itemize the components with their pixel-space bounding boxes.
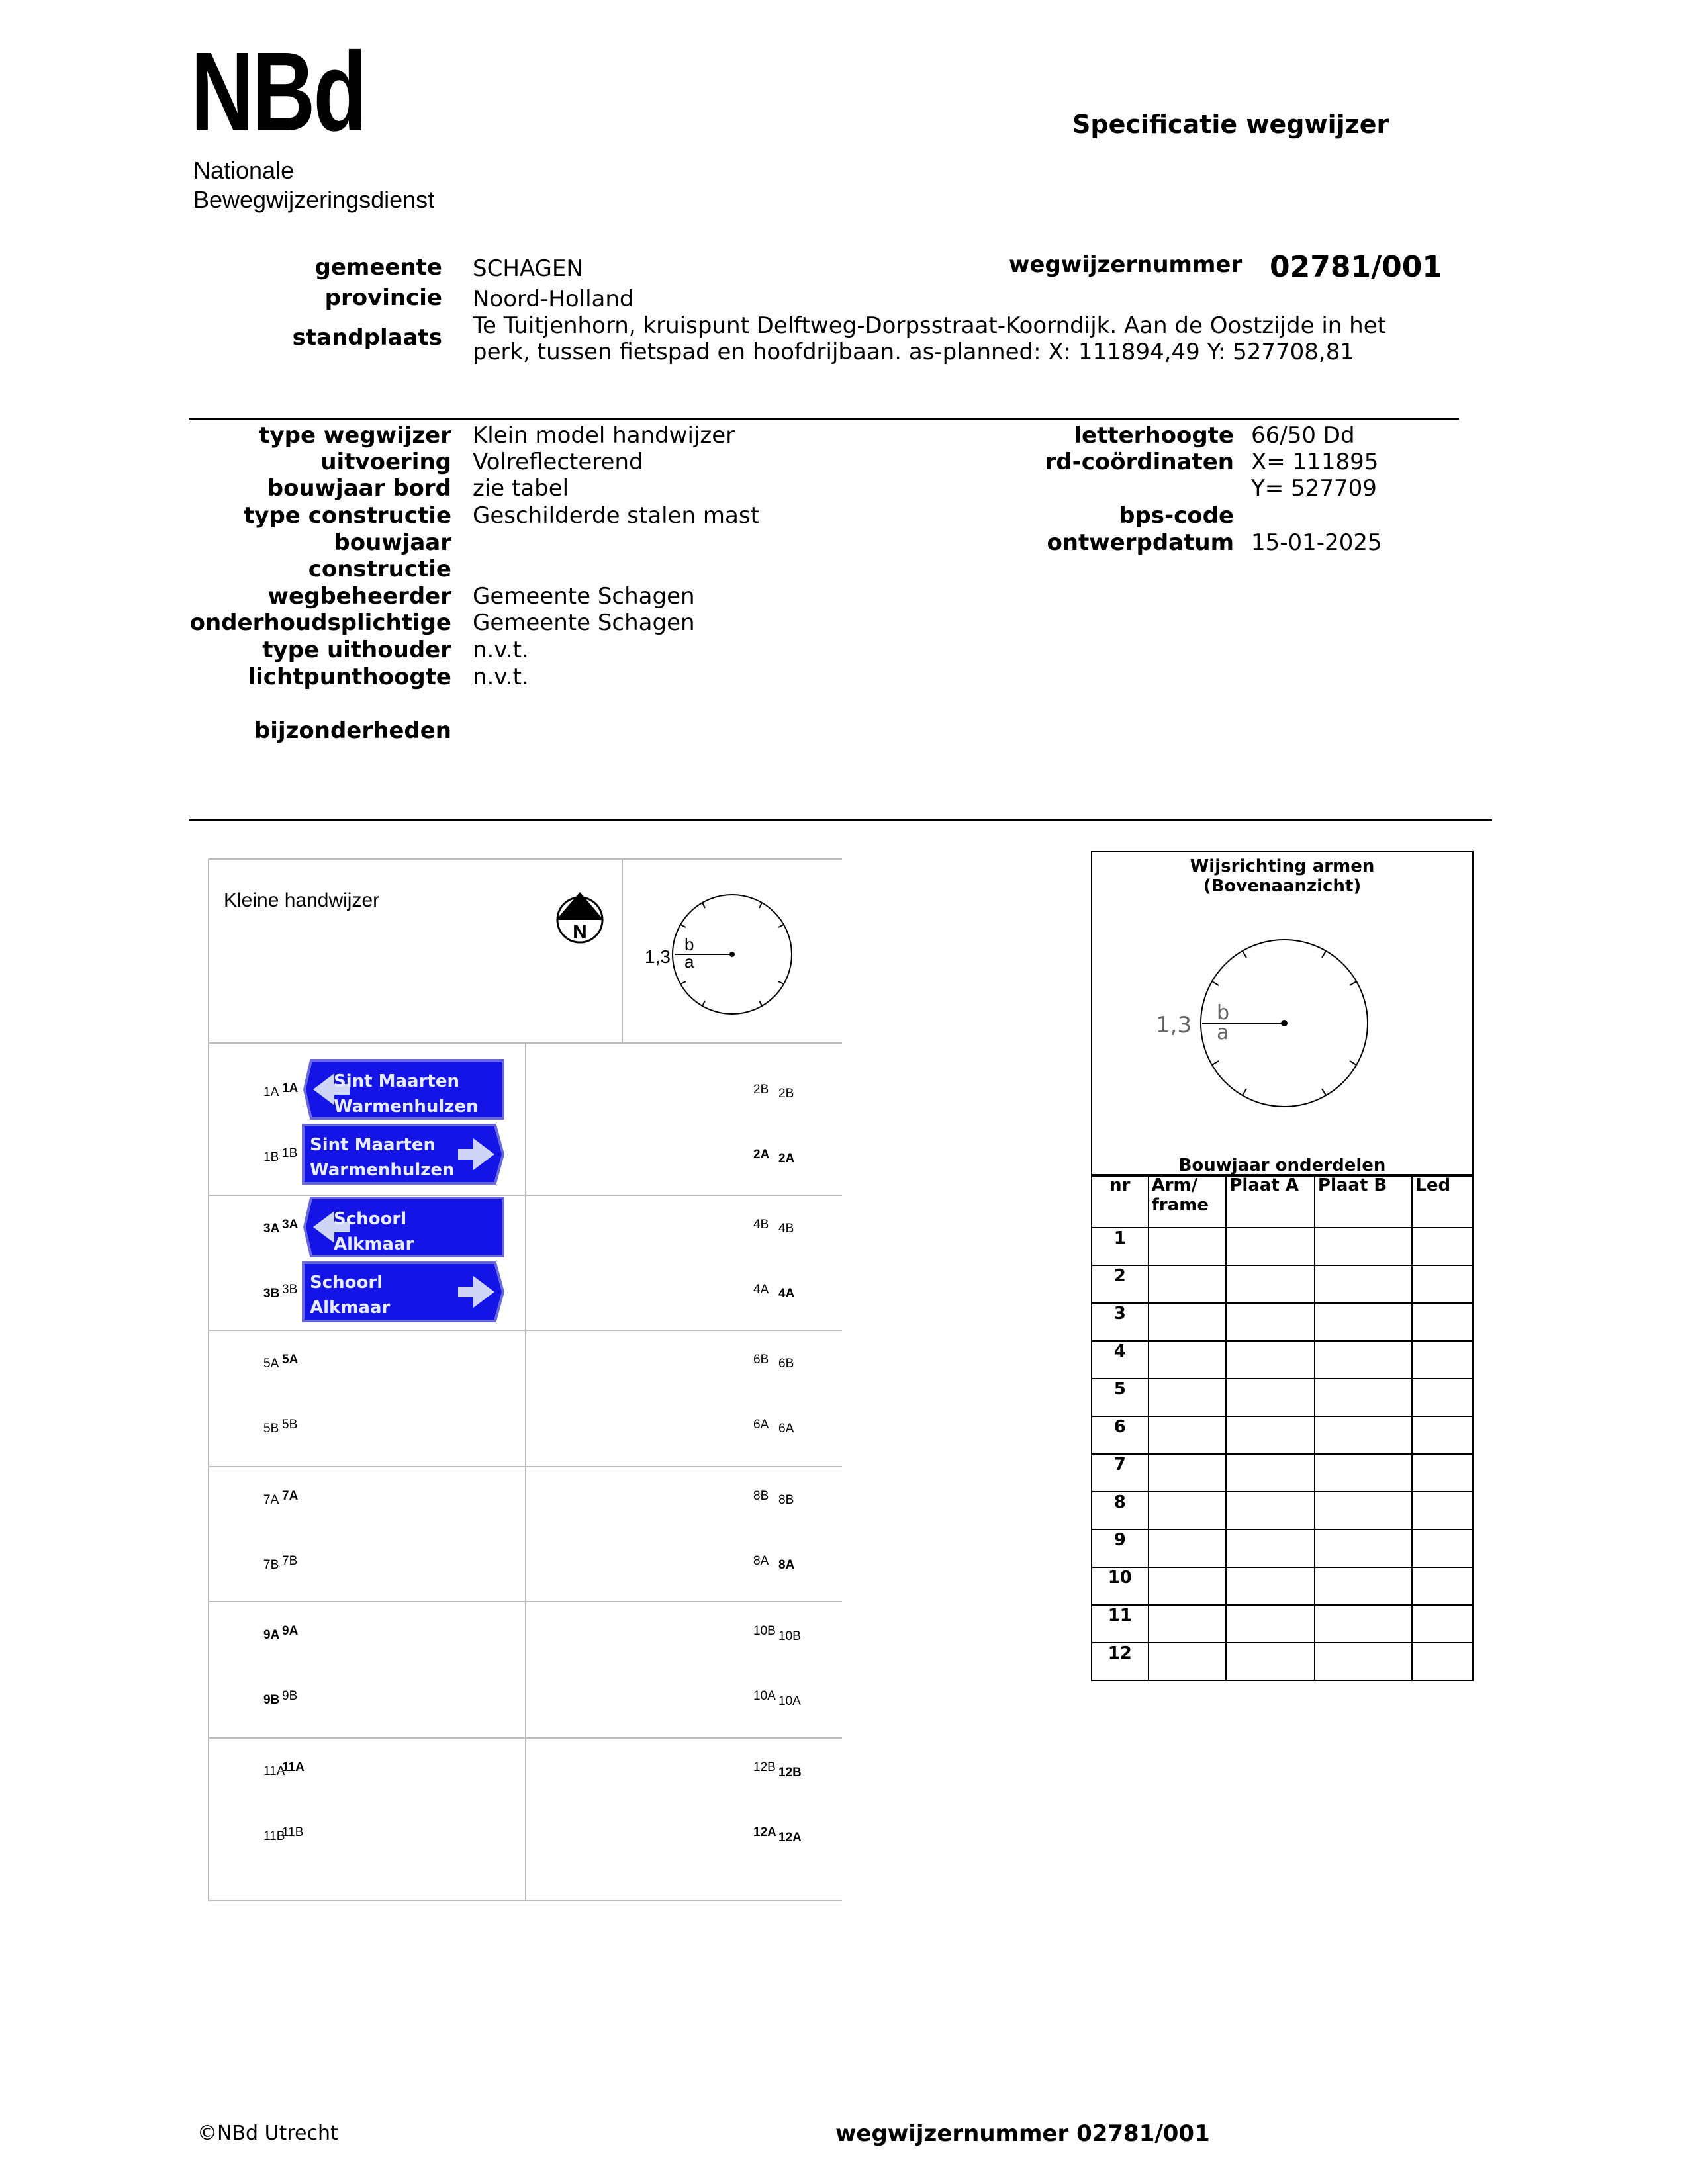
table-header-row [1092, 1175, 1473, 1228]
table-row [1092, 1643, 1473, 1680]
spec-label: type constructie [244, 502, 451, 529]
row-number: 8 [1092, 1492, 1149, 1529]
row-number: 2 [1092, 1265, 1149, 1303]
drawing-title: Kleine handwijzer [224, 889, 380, 911]
table-cell[interactable] [1412, 1454, 1473, 1492]
position-label: 9B [282, 1689, 298, 1703]
spec-value: Gemeente Schagen [473, 610, 695, 636]
dial-b: b [684, 934, 694, 954]
sign-3a [305, 1198, 503, 1256]
position-label: 2B [778, 1087, 794, 1101]
position-label: 10A [753, 1689, 776, 1703]
position-label: 12A [753, 1825, 776, 1839]
position-label: 11B [282, 1825, 304, 1839]
table-cell[interactable] [1226, 1303, 1315, 1341]
spec-value: n.v.t. [473, 664, 529, 690]
table-cell[interactable] [1412, 1228, 1473, 1265]
table-row [1092, 1416, 1473, 1454]
position-label: 12A [778, 1831, 802, 1844]
logo-text: NBd [191, 29, 365, 155]
table-cell[interactable] [1226, 1454, 1315, 1492]
table-cell[interactable] [1149, 1605, 1227, 1643]
spec-label: type wegwijzer [259, 422, 451, 449]
row-number: 3 [1092, 1303, 1149, 1341]
position-label: 6B [778, 1357, 794, 1371]
wijsrichting-subtitle: (Bovenaanzicht) [1203, 876, 1362, 896]
provincie-value: Noord-Holland [473, 286, 634, 312]
table-cell[interactable] [1226, 1379, 1315, 1416]
spec-value: Gemeente Schagen [473, 583, 695, 610]
sign-3b [303, 1263, 503, 1321]
position-label: 1A [282, 1081, 299, 1095]
row-number: 5 [1092, 1379, 1149, 1416]
position-label: 10B [753, 1624, 776, 1638]
position-label: 10A [778, 1694, 801, 1708]
row-number: 9 [1092, 1529, 1149, 1567]
table-row [1092, 1605, 1473, 1643]
spec-label: bouwjaar [334, 529, 451, 556]
table-cell[interactable] [1149, 1416, 1227, 1454]
table-cell[interactable] [1315, 1303, 1412, 1341]
bps-code-label: bps-code [1119, 502, 1234, 529]
position-label: 7A [282, 1489, 299, 1503]
position-label: 4B [778, 1222, 794, 1236]
table-cell[interactable] [1149, 1303, 1227, 1341]
dial-a: a [1217, 1021, 1229, 1044]
table-cell[interactable] [1315, 1605, 1412, 1643]
sign-text: Sint Maarten [334, 1071, 459, 1091]
wijsrichting-title: Wijsrichting armen [1190, 856, 1375, 876]
ontwerpdatum-value: 15-01-2025 [1251, 529, 1382, 556]
sign-text: Warmenhulzen [334, 1097, 479, 1116]
position-label: 4A [778, 1287, 795, 1300]
north-arrow-icon [556, 892, 604, 943]
dial-value: 1,3 [645, 946, 671, 967]
table-cell[interactable] [1149, 1341, 1227, 1379]
spec-label: onderhoudsplichtige [189, 610, 451, 636]
row-number: 1 [1092, 1228, 1149, 1265]
document-title: Specificatie wegwijzer [1072, 110, 1389, 139]
bouwjaar-title: Bouwjaar onderdelen [1178, 1156, 1386, 1175]
table-cell[interactable] [1149, 1529, 1227, 1567]
position-label: 11A [282, 1760, 305, 1774]
spec-label: lichtpunthoogte [248, 664, 451, 690]
north-label: N [573, 921, 587, 943]
position-label: 1A [263, 1085, 279, 1099]
standplaats-line2: perk, tussen fietspad en hoofdrijbaan. as-planned: X: 111894,49 Y: 527708,81 [473, 339, 1354, 365]
divider-top [189, 418, 1459, 420]
column-header: Plaat B [1315, 1175, 1412, 1228]
dial-a: a [684, 952, 694, 972]
position-label: 2A [778, 1152, 795, 1165]
wegwijzernummer-label: wegwijzernummer [1009, 251, 1243, 278]
table-cell[interactable] [1226, 1567, 1315, 1605]
sign-text: Sint Maarten [310, 1135, 436, 1155]
direction-dial-small [645, 895, 792, 1014]
table-cell[interactable] [1315, 1265, 1412, 1303]
divider-bottom [189, 819, 1492, 821]
position-label: 5B [263, 1422, 279, 1435]
row-number: 7 [1092, 1454, 1149, 1492]
sign-text: Schoorl [310, 1273, 383, 1293]
position-label: 8B [778, 1493, 794, 1507]
direction-dial [1092, 852, 1472, 1175]
spec-label: constructie [308, 556, 451, 582]
table-cell[interactable] [1226, 1265, 1315, 1303]
gemeente-value: SCHAGEN [473, 255, 583, 282]
table-cell[interactable] [1149, 1379, 1227, 1416]
table-cell[interactable] [1412, 1492, 1473, 1529]
table-cell[interactable] [1315, 1228, 1412, 1265]
table-cell[interactable] [1315, 1454, 1412, 1492]
ontwerpdatum-label: ontwerpdatum [1047, 529, 1234, 556]
spec-label: wegbeheerder [267, 583, 451, 610]
standplaats-line1: Te Tuitjenhorn, kruispunt Delftweg-Dorpsstraat-Koorndijk. Aan de Oostzijde in het [473, 312, 1386, 339]
position-label: 3A [282, 1218, 299, 1232]
sign-drawing [205, 854, 845, 1906]
position-label: 4A [753, 1283, 769, 1297]
position-label: 8A [753, 1554, 769, 1568]
spec-value: Volreflecterend [473, 449, 643, 475]
table-cell[interactable] [1226, 1529, 1315, 1567]
table-row [1092, 1567, 1473, 1605]
table-row [1092, 1492, 1473, 1529]
position-label: 5A [282, 1353, 299, 1367]
position-label: 4B [753, 1218, 769, 1232]
wijsrichting-box [1091, 851, 1474, 1177]
position-label: 10B [778, 1629, 801, 1643]
table-cell[interactable] [1226, 1643, 1315, 1680]
position-label: 5A [263, 1357, 279, 1371]
table-cell[interactable] [1412, 1643, 1473, 1680]
bouwjaar-table [1091, 1174, 1474, 1681]
position-label: 7A [263, 1493, 279, 1507]
dial-b: b [1217, 1001, 1230, 1024]
sign-1b [303, 1125, 503, 1183]
letterhoogte-label: letterhoogte [1074, 422, 1234, 449]
table-cell[interactable] [1412, 1567, 1473, 1605]
sign-1a [305, 1060, 503, 1118]
position-label: 8B [753, 1489, 769, 1503]
provincie-label: provincie [324, 285, 442, 311]
column-header: Arm/ frame [1149, 1175, 1227, 1228]
table-cell[interactable] [1149, 1265, 1227, 1303]
table-cell[interactable] [1412, 1265, 1473, 1303]
position-label: 3B [263, 1287, 280, 1300]
table-cell[interactable] [1226, 1416, 1315, 1454]
position-label: 8A [778, 1558, 795, 1572]
gemeente-label: gemeente [314, 254, 442, 281]
row-number: 10 [1092, 1567, 1149, 1605]
table-row [1092, 1265, 1473, 1303]
position-label: 9A [263, 1628, 280, 1642]
sign-text: Alkmaar [334, 1234, 414, 1254]
table-row [1092, 1341, 1473, 1379]
position-label: 6A [753, 1418, 769, 1432]
row-number: 4 [1092, 1341, 1149, 1379]
table-cell[interactable] [1315, 1416, 1412, 1454]
logo-line1: Nationale [193, 157, 295, 184]
position-label: 12B [778, 1766, 802, 1780]
spec-value: Geschilderde stalen mast [473, 502, 759, 529]
position-label: 3A [263, 1222, 280, 1236]
table-cell[interactable] [1412, 1529, 1473, 1567]
table-cell[interactable] [1226, 1341, 1315, 1379]
table-cell[interactable] [1226, 1228, 1315, 1265]
table-row [1092, 1379, 1473, 1416]
rd-coordinaten-label: rd-coördinaten [1045, 449, 1234, 475]
table-cell[interactable] [1315, 1643, 1412, 1680]
logo-line2: Bewegwijzeringsdienst [193, 186, 435, 213]
position-label: 6A [778, 1422, 794, 1435]
column-header: Led [1412, 1175, 1473, 1228]
spec-label: bouwjaar bord [267, 475, 451, 502]
position-label: 3B [282, 1283, 298, 1297]
sign-text: Alkmaar [310, 1298, 391, 1318]
row-number: 6 [1092, 1416, 1149, 1454]
column-header: Plaat A [1226, 1175, 1315, 1228]
spec-label: uitvoering [320, 449, 451, 475]
row-number: 11 [1092, 1605, 1149, 1643]
position-label: 1B [263, 1150, 279, 1164]
table-row [1092, 1228, 1473, 1265]
letterhoogte-value: 66/50 Dd [1251, 422, 1355, 449]
dial-value: 1,3 [1156, 1012, 1192, 1038]
table-cell[interactable] [1226, 1605, 1315, 1643]
position-label: 1B [282, 1146, 298, 1160]
rd-y-value: Y= 527709 [1251, 475, 1377, 502]
wegwijzernummer-value: 02781/001 [1270, 250, 1442, 284]
position-label: 12B [753, 1760, 776, 1774]
spec-label: type uithouder [262, 637, 451, 663]
position-label: 2B [753, 1083, 769, 1097]
table-cell[interactable] [1412, 1341, 1473, 1379]
table-cell[interactable] [1412, 1303, 1473, 1341]
table-cell[interactable] [1149, 1567, 1227, 1605]
table-cell[interactable] [1315, 1379, 1412, 1416]
position-label: 9B [263, 1693, 280, 1707]
position-label: 2A [753, 1148, 770, 1161]
column-header: nr [1092, 1175, 1149, 1228]
table-cell[interactable] [1149, 1454, 1227, 1492]
table-cell[interactable] [1149, 1492, 1227, 1529]
spec-value: n.v.t. [473, 637, 529, 663]
table-cell[interactable] [1315, 1492, 1412, 1529]
table-cell[interactable] [1315, 1341, 1412, 1379]
standplaats-label: standplaats [292, 324, 442, 351]
table-cell[interactable] [1149, 1228, 1227, 1265]
spec-value: zie tabel [473, 475, 569, 502]
position-label: 11A [263, 1764, 285, 1778]
sign-text: Schoorl [334, 1209, 407, 1229]
position-label: 7B [282, 1554, 298, 1568]
table-cell[interactable] [1149, 1643, 1227, 1680]
footer-wegwijzernummer: wegwijzernummer 02781/001 [835, 2120, 1210, 2147]
footer-copyright: ©NBd Utrecht [197, 2122, 338, 2145]
spec-value: Klein model handwijzer [473, 422, 735, 449]
position-label: 9A [282, 1624, 299, 1638]
row-number: 12 [1092, 1643, 1149, 1680]
sign-text: Warmenhulzen [310, 1160, 455, 1180]
position-label: 11B [263, 1829, 285, 1843]
table-cell[interactable] [1412, 1379, 1473, 1416]
table-row [1092, 1303, 1473, 1341]
table-cell[interactable] [1412, 1416, 1473, 1454]
position-label: 7B [263, 1558, 279, 1572]
table-row [1092, 1529, 1473, 1567]
table-cell[interactable] [1226, 1492, 1315, 1529]
position-label: 6B [753, 1353, 769, 1367]
table-row [1092, 1454, 1473, 1492]
table-cell[interactable] [1315, 1529, 1412, 1567]
rd-x-value: X= 111895 [1251, 449, 1379, 475]
bijzonderheden-label: bijzonderheden [254, 717, 451, 744]
position-label: 5B [282, 1418, 298, 1432]
table-cell[interactable] [1412, 1605, 1473, 1643]
table-cell[interactable] [1315, 1567, 1412, 1605]
